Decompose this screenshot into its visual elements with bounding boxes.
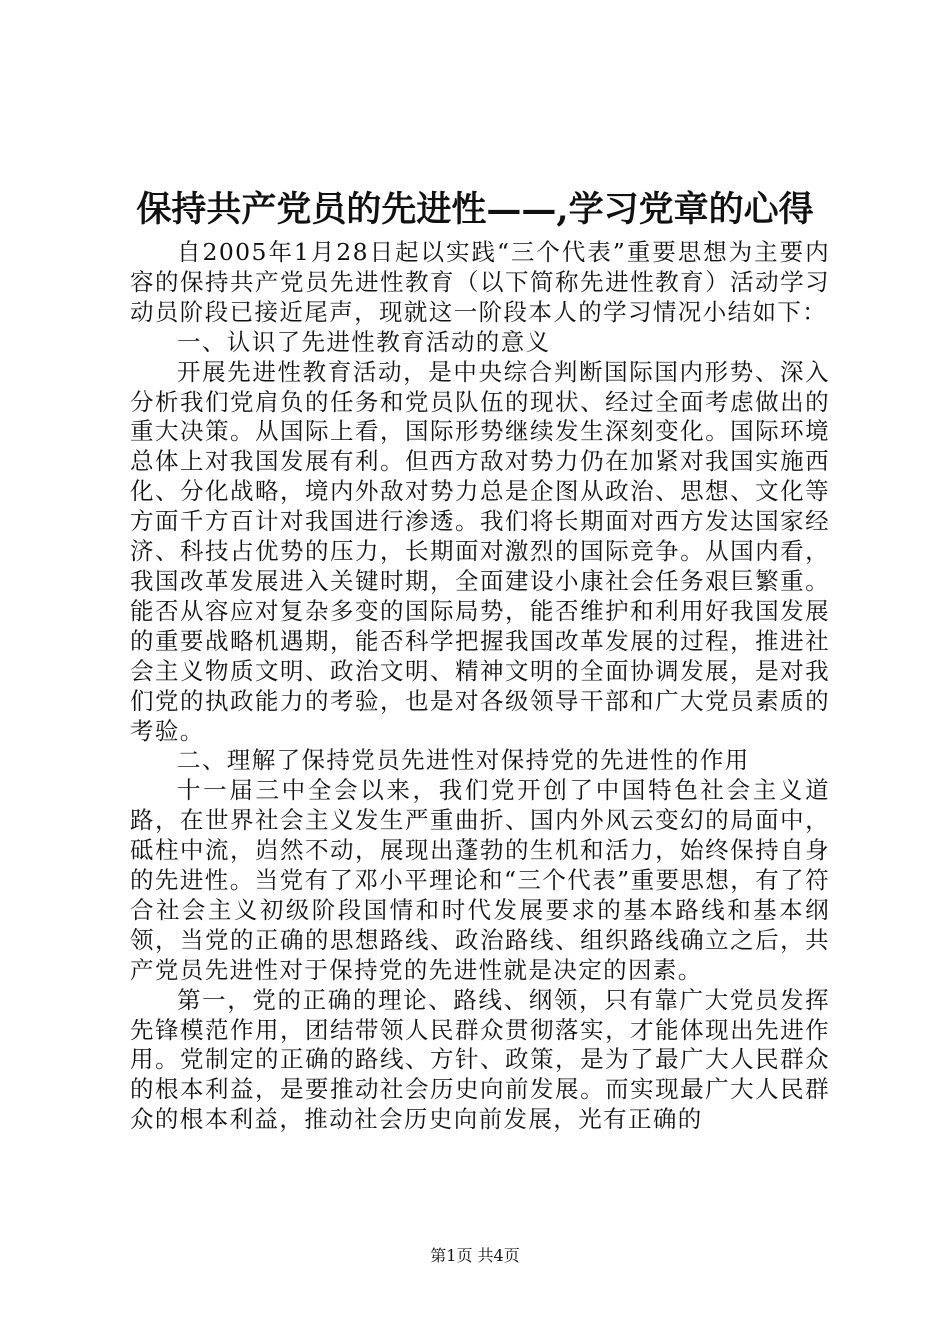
paragraph-point-1: 第一，党的正确的理论、路线、纲领，只有靠广大党员发挥先锋模范作用，团结带领人民群众贯彻落实，才能体现出先进作用。党制定的正确的路线、方针、政策，是为了最广大人民群众的根本利益，是要推动社会历史向前发展。而实现最广大人民群众的根本利益，推动社会历史向前发展，光有正确的 xyxy=(130,985,830,1134)
section-heading-1: 一、认识了先进性教育活动的意义 xyxy=(177,327,551,356)
page-number-footer: 第1页 共4页 xyxy=(430,1246,520,1265)
paragraph-section-1: 开展先进性教育活动，是中央综合判断国际国内形势、深入分析我们党肩负的任务和党员队伍的现状、经过全面考虑做出的重大决策。从国际上看，国际形势继续发生深刻变化。国际环境总体上对我国发展有利。但西方敌对势力仍在加紧对我国实施西化、分化战略，境内外敌对势力总是企图从政治、思想、文化等方面千方百计对我国进行渗透。我们将长期面对西方发达国家经济、科技占优势的压力，长期面对激烈的国际竞争。从国内看，我国改革发展进入关键时期，全面建设小康社会任务艰巨繁重。能否从容应对复杂多变的国际局势，能否维护和利用好我国发展的重要战略机遇期，能否科学把握我国改革发展的过程，推进社会主义物质文明、政治文明、精神文明的全面协调发展，是对我们党的执政能力的考验，也是对各级领导干部和广大党员素质的考验。 xyxy=(130,357,830,745)
document-body xyxy=(130,238,830,1135)
document-title: 保持共产党员的先进性——,学习党章的心得 xyxy=(136,189,814,230)
paragraph-intro: 自2005年1月28日起以实践“三个代表”重要思想为主要内容的保持共产党员先进性教育（以下简称先进性教育）活动学习动员阶段已接近尾声，现就这一阶段本人的学习情况小结如下： xyxy=(130,238,830,326)
paragraph-section-2: 十一届三中全会以来，我们党开创了中国特色社会主义道路，在世界社会主义发生严重曲折、国内外风云变幻的局面中，砥柱中流，岿然不动，展现出蓬勃的生机和活力，始终保持自身的先进性。当党有了邓小平理论和“三个代表”重要思想，有了符合社会主义初级阶段国情和时代发展要求的基本路线和基本纲领，当党的正确的思想路线、政治路线、组织路线确立之后，共产党员先进性对于保持党的先进性就是决定的因素。 xyxy=(130,776,830,984)
section-heading-2: 二、理解了保持党员先进性对保持党的先进性的作用 xyxy=(177,746,750,775)
